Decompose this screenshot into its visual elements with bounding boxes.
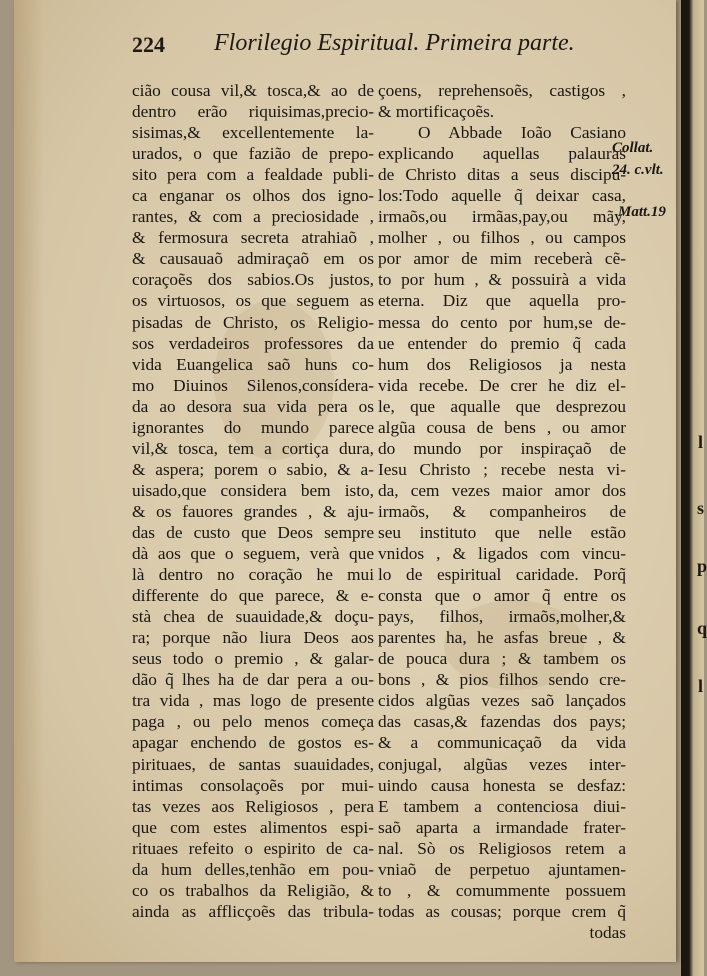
text-line: vniaõ de perpetuo ajuntamen- xyxy=(378,859,626,879)
text-line: algũa cousa de bens , ou amor xyxy=(378,417,626,437)
text-line: Iesu Christo ; recebe nesta vi- xyxy=(378,459,626,479)
text-line: & causauaõ admiraçaõ em os xyxy=(132,249,374,269)
text-line: ainda as afflicçoẽs das tribula- xyxy=(132,901,374,921)
text-line: to por hum , & possuirà a vida xyxy=(378,270,626,290)
text-line: eterna. Diz que aquella pro- xyxy=(378,291,626,311)
text-line: le, que aqualle que desprezou xyxy=(378,396,626,416)
text-line: uisado,que considera bem isto, xyxy=(132,480,374,500)
catchword: todas xyxy=(589,922,626,942)
text-line: ra; porque não liura Deos aos xyxy=(132,628,374,648)
text-line: parentes ha, he asfas breue , & xyxy=(378,628,626,648)
text-line: lo de espiritual caridade. Porq̃ xyxy=(378,565,626,585)
right-column xyxy=(378,80,626,943)
text-line: conjugal, algũas vezes inter- xyxy=(378,754,626,774)
text-line: to , & comummente possuem xyxy=(378,880,626,900)
text-line: de Christo ditas a seus discipu- xyxy=(378,165,626,185)
text-line: seus todo o premio , & galar- xyxy=(132,649,374,669)
paragraph-start-line: O Abbade Ioão Casiano xyxy=(418,123,626,143)
text-line: paga , ou pelo menos começa xyxy=(132,712,374,732)
text-line: das de custo que Deos sempre xyxy=(132,522,374,542)
text-line: das casas,& fazendas dos pays; xyxy=(378,712,626,732)
text-line: co os trabalhos da Religião, & xyxy=(132,880,374,900)
left-column xyxy=(132,80,374,922)
text-line: nal. Sò os Religiosos retem a xyxy=(378,838,626,858)
text-line: sisimas,& excellentemente la- xyxy=(132,123,374,143)
text-line: & fermosura secreta atrahiaõ , xyxy=(132,228,374,248)
text-line: sos verdadeiros professores da xyxy=(132,333,374,353)
text-line: dentro erão riquisimas,precio- xyxy=(132,102,374,122)
text-line: consta que o amor q̃ entre os xyxy=(378,586,626,606)
text-line: bons , & pios filhos sendo cre- xyxy=(378,670,626,690)
text-line: E tambem a contenciosa diui- xyxy=(378,796,626,816)
margin-note-collat: Collat. xyxy=(612,140,654,156)
text-line: vil,& tosca, tem a cortiça dura, xyxy=(132,438,374,458)
text-line: irmaõs, & companheiros de xyxy=(378,501,626,521)
text-line: uindo causa honesta se desfaz: xyxy=(378,775,626,795)
text-line: tra vida , mas logo de presente xyxy=(132,691,374,711)
facing-page-mark: q xyxy=(697,618,707,638)
text-line: vnidos , & ligados com vincu- xyxy=(378,544,626,564)
text-line: çoens, reprehensoẽs, castigos , xyxy=(378,81,626,100)
facing-page-edge xyxy=(681,0,707,976)
text-line: messa do cento por hum,se de- xyxy=(378,312,626,332)
book-page xyxy=(14,0,676,962)
text-line: coraçoẽs dos sabios.Os justos, xyxy=(132,270,374,290)
text-line: hum dos Religiosos ja nesta xyxy=(378,354,626,374)
text-line: cião cousa vil,& tosca,& ao de xyxy=(132,81,374,100)
text-line: ca enganar os olhos dos igno- xyxy=(132,186,374,206)
text-line: & os fauores grandes , & aju- xyxy=(132,501,374,521)
text-line: los:Todo aquelle q̃ deixar casa, xyxy=(378,186,626,206)
margin-note-collat-ref: 24. c.vlt. xyxy=(612,162,664,178)
margin-note-matthew: Matt.19 xyxy=(618,204,666,220)
text-line: cidos algũas vezes saõ lançados xyxy=(378,691,626,711)
facing-page-mark: p xyxy=(697,556,707,576)
text-line: ue entender do premio q̃ cada xyxy=(378,333,626,353)
text-line: rituaes refeito o espirito de ca- xyxy=(132,838,374,858)
text-line: vida recebe. De crer he diz el- xyxy=(378,375,626,395)
text-line: tas vezes aos Religiosos , pera xyxy=(132,796,374,816)
text-line: rantes, & com a preciosidade , xyxy=(132,207,374,227)
text-line: pisadas de Christo, os Religio- xyxy=(132,312,374,332)
text-line: dão q̃ lhes ha de dar pera a ou- xyxy=(132,670,374,690)
text-line: dà aos que o seguem, verà que xyxy=(132,544,374,564)
text-line: da hum delles,tenhão em pou- xyxy=(132,859,374,879)
page-gutter-shadow xyxy=(14,0,44,962)
facing-page-mark: s xyxy=(697,498,705,518)
text-line: do mundo por inspiraçaõ de xyxy=(378,438,626,458)
text-line: differente do que parece, & e- xyxy=(132,586,374,606)
text-line: pirituaes, de santas suauidades, xyxy=(132,754,374,774)
text-line: urados, o que fazião de prepo- xyxy=(132,144,374,164)
facing-page-mark: l xyxy=(698,676,704,696)
text-line: que com estes alimentos espi- xyxy=(132,817,374,837)
text-line: stà chea de suauidade,& doçu- xyxy=(132,607,374,627)
text-line: da, cem vezes maior amor dos xyxy=(378,480,626,500)
text-line: explicando aquellas palauras xyxy=(378,144,626,164)
text-line: & aspera; porem o sabio, & a- xyxy=(132,459,374,479)
text-line: sito pera com a fealdade publi- xyxy=(132,165,374,185)
text-line: saõ aparta a irmandade frater- xyxy=(378,817,626,837)
text-line: intimas consolaçoẽs por mui- xyxy=(132,775,374,795)
text-line: & mortificaçoẽs. xyxy=(378,102,495,122)
text-line: da ao desora sua vida pera os xyxy=(132,396,374,416)
text-line: & a communicaçaõ da vida xyxy=(378,733,626,753)
page-header xyxy=(132,30,592,64)
facing-page-mark: l xyxy=(698,432,704,452)
text-line: molher , ou filhos , ou campos xyxy=(378,228,626,248)
text-line: mo Diuinos Silenos,consídera- xyxy=(132,375,374,395)
text-line: seu instituto que nelle estão xyxy=(378,522,626,542)
running-title: Florilegio Espiritual. Primeira parte. xyxy=(214,30,575,56)
text-line: là dentro no coração he mui xyxy=(132,565,374,585)
text-line: ignorantes do mundo parece xyxy=(132,417,374,437)
text-line: apagar enchendo de gostos es- xyxy=(132,733,374,753)
text-line: irmaõs,ou irmãas,pay,ou mãy, xyxy=(378,207,626,227)
text-line: por amor de mim receberà cẽ- xyxy=(378,249,626,269)
text-line: todas as cousas; porque crem q̃ xyxy=(378,901,626,921)
text-line: de pouca dura ; & tambem os xyxy=(378,649,626,669)
text-line: pays, filhos, irmaõs,molher,& xyxy=(378,607,626,627)
page-number: 224 xyxy=(132,32,165,57)
text-line: os virtuosos, os que seguem as xyxy=(132,291,374,311)
text-line: vida Euangelica saõ huns co- xyxy=(132,354,374,374)
